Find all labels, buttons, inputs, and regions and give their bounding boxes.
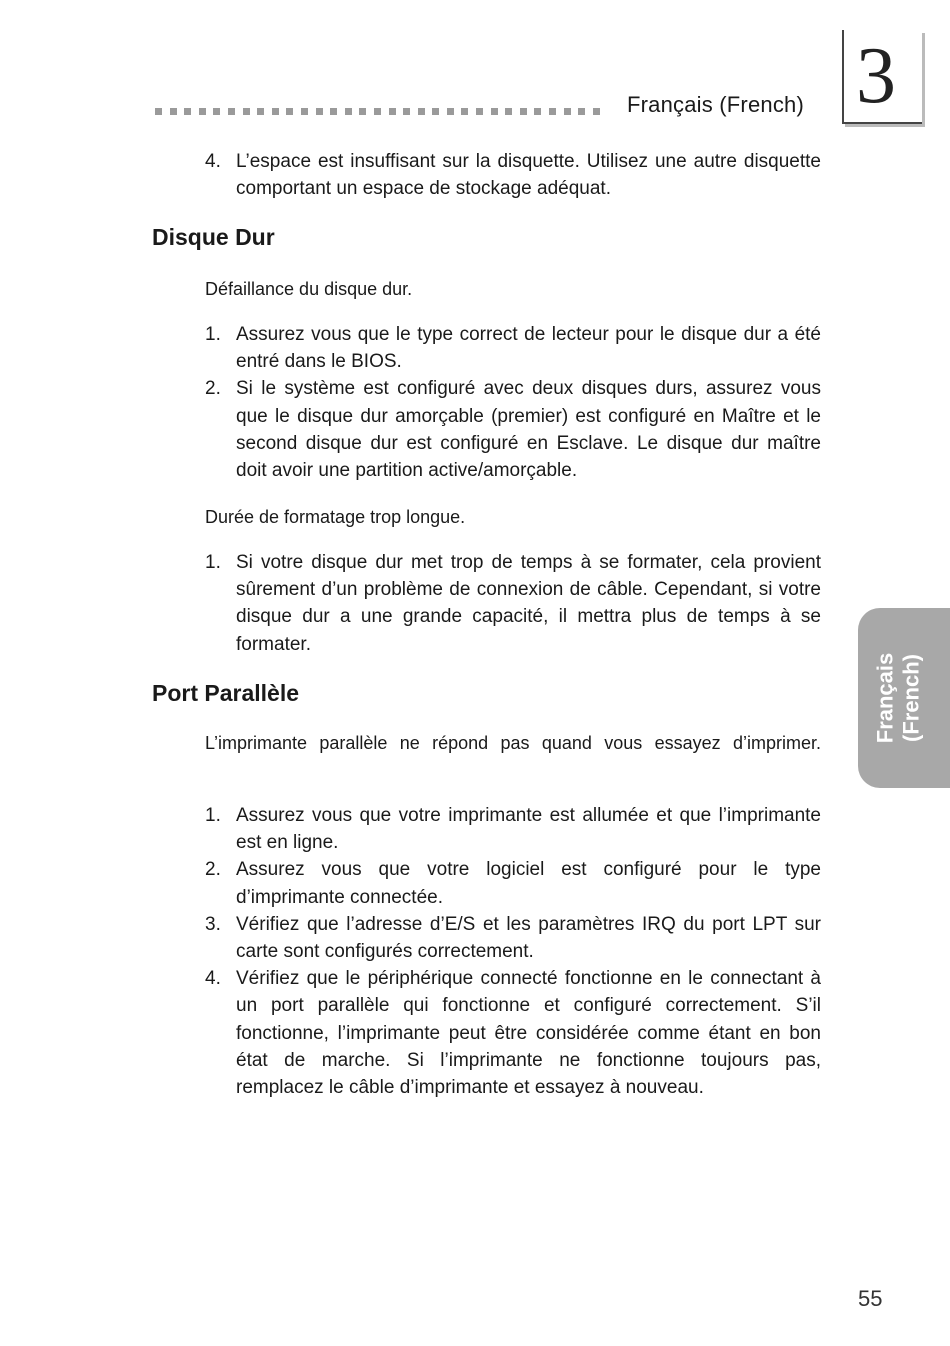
header-dotted-rule — [155, 106, 615, 118]
disque-dur-list-1 — [205, 321, 821, 484]
list-item-text: L’espace est insuffisant sur la disquette. Utilisez une autre disquette comportant un espace de stockage adéquat. — [236, 151, 821, 200]
list-item — [205, 911, 821, 965]
page-number: 55 — [858, 1286, 883, 1311]
list-item-text: Vérifiez que le périphérique connecté fonctionne en le connectant à un port parallèle qui fonctionne et configuré correctement. S’il fonctionne, l’imprimante peut être considérée comme étant en bon état de marche. Si l’imprimante ne fonctionne toujours pas, remplacez le câble d’imprimante et essayez à nouveau. — [236, 968, 821, 1099]
list-item-number: 1. — [205, 324, 221, 345]
subheading-imprimante: L’imprimante parallèle ne répond pas quand vous essayez d’imprimer. — [205, 733, 821, 753]
list-item — [205, 965, 821, 1101]
list-item-text: Assurez vous que le type correct de lecteur pour le disque dur a été entré dans le BIOS. — [236, 324, 821, 373]
side-tab-line2: (French) — [898, 654, 923, 742]
language-side-tab-label — [868, 608, 928, 788]
intro-list — [205, 148, 821, 202]
list-item-text: Assurez vous que votre imprimante est allumée et que l’imprimante est en ligne. — [236, 805, 821, 854]
list-item — [205, 148, 821, 202]
section-heading-port-parallele: Port Parallèle — [152, 680, 300, 706]
list-item-number: 1. — [205, 552, 221, 573]
list-item — [205, 375, 821, 484]
list-item-number: 3. — [205, 913, 221, 935]
list-item-text: Vérifiez que l’adresse d’E/S et les paramètres IRQ du port LPT sur carte sont configurés correctement. — [236, 913, 821, 963]
list-item — [205, 802, 821, 856]
list-item-text: Assurez vous que votre logiciel est configuré pour le type d’imprimante connectée. — [236, 859, 821, 908]
list-item-number: 1. — [205, 805, 221, 826]
side-tab-line1: Français — [872, 652, 897, 744]
disque-dur-list-2 — [205, 549, 821, 658]
list-item-number: 2. — [205, 859, 221, 881]
list-item-number: 4. — [205, 151, 221, 172]
port-parallele-list — [205, 802, 821, 1101]
list-item-text: Si votre disque dur met trop de temps à se formater, cela provient sûrement d’un problème de connexion de câble. Cependant, si votre disque dur a une grande capacité, il mettra plus de temps à se formater. — [236, 552, 821, 655]
subheading-defaillance: Défaillance du disque dur. — [205, 279, 413, 299]
subheading-formatage: Durée de formatage trop longue. — [205, 507, 466, 527]
header-title: Français (French) — [627, 92, 804, 117]
list-item-number: 4. — [205, 968, 221, 990]
list-item — [205, 321, 821, 375]
chapter-number: 3 — [856, 32, 896, 120]
list-item-number: 2. — [205, 378, 221, 400]
list-item — [205, 856, 821, 910]
section-heading-disque-dur: Disque Dur — [152, 224, 275, 250]
list-item — [205, 549, 821, 658]
list-item-text: Si le système est configuré avec deux disques durs, assurez vous que le disque dur amorçable (premier) est configuré en Maître et le second disque dur est configuré en Esclave. Le disque dur maître doit avoir une partition active/amorçable. — [236, 378, 821, 482]
